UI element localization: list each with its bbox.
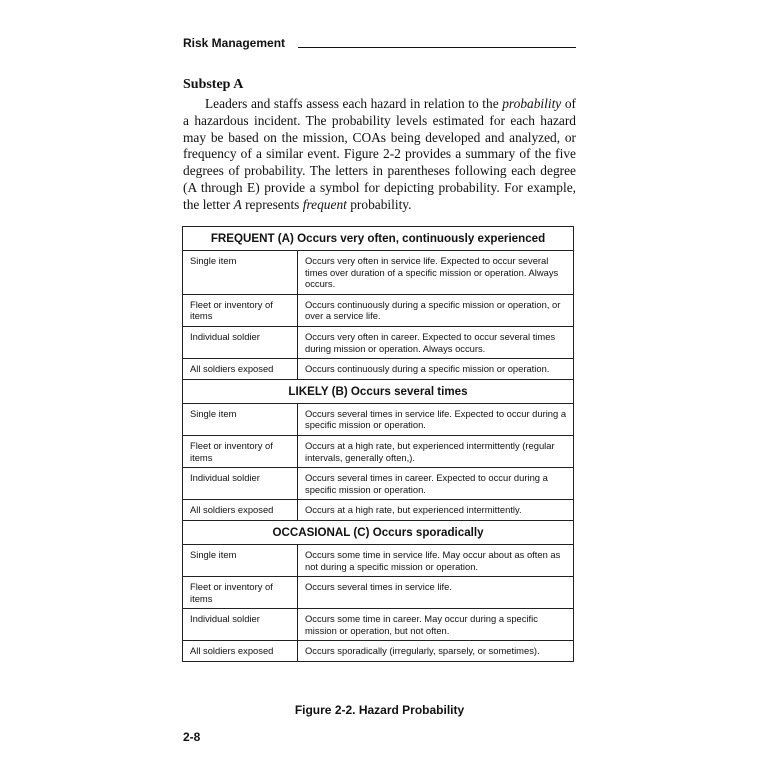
category-cell: Fleet or inventory of items xyxy=(183,294,298,326)
table-row xyxy=(183,641,574,662)
description-cell: Occurs at a high rate, but experienced intermittently. xyxy=(298,500,574,521)
running-header xyxy=(183,36,576,50)
hazard-probability-table xyxy=(182,226,574,662)
table-row xyxy=(183,326,574,358)
category-cell: Individual soldier xyxy=(183,609,298,641)
paragraph-text-2: of a hazardous incident. The probability levels estimated for each hazard may be based on the mission, COAs being developed and analyzed, or frequency of a similar event. Figure 2-2 provides a summary of the five degrees of probability. The letters in parentheses following each degree (A through E) provide a symbol for depicting probability. For example, the letter xyxy=(183,96,576,212)
table-row xyxy=(183,544,574,576)
section-row-occasional xyxy=(183,520,574,544)
table-row xyxy=(183,359,574,380)
section-row-frequent xyxy=(183,227,574,251)
table-row xyxy=(183,500,574,521)
paragraph-text-3: represents xyxy=(241,196,303,212)
category-cell: Single item xyxy=(183,544,298,576)
category-cell: Single item xyxy=(183,251,298,295)
description-cell: Occurs several times in service life. xyxy=(298,577,574,609)
description-cell: Occurs at a high rate, but experienced intermittently (regular intervals, generally often,). xyxy=(298,435,574,467)
table-row xyxy=(183,468,574,500)
paragraph-text-4: probability. xyxy=(346,196,412,212)
paragraph-emphasis-1: probability xyxy=(502,96,562,111)
page-number: 2-8 xyxy=(183,730,201,744)
description-cell: Occurs several times in career. Expected to occur during a specific mission or operation. xyxy=(298,468,574,500)
category-cell: Fleet or inventory of items xyxy=(183,577,298,609)
category-cell: All soldiers exposed xyxy=(183,500,298,521)
category-cell: All soldiers exposed xyxy=(183,641,298,662)
description-cell: Occurs several times in service life. Expected to occur during a specific mission or operation. xyxy=(298,403,574,435)
paragraph-emphasis-2: A xyxy=(233,196,242,212)
table-row xyxy=(183,609,574,641)
table-row xyxy=(183,435,574,467)
description-cell: Occurs very often in service life. Expected to occur several times over duration of a specific mission or operation. Always occurs. xyxy=(298,251,574,295)
description-cell: Occurs sporadically (irregularly, sparsely, or sometimes). xyxy=(298,641,574,662)
category-cell: Individual soldier xyxy=(183,326,298,358)
category-cell: All soldiers exposed xyxy=(183,359,298,380)
description-cell: Occurs some time in service life. May occur about as often as not during a specific mission or operation. xyxy=(298,544,574,576)
table-row xyxy=(183,403,574,435)
category-cell: Individual soldier xyxy=(183,468,298,500)
figure-caption: Figure 2-2. Hazard Probability xyxy=(294,703,465,717)
section-heading: Substep A xyxy=(183,77,244,92)
body-paragraph xyxy=(183,96,576,214)
description-cell: Occurs some time in career. May occur during a specific mission or operation, but not often. xyxy=(298,609,574,641)
table-row xyxy=(183,577,574,609)
table-row xyxy=(183,294,574,326)
paragraph-text-1: Leaders and staffs assess each hazard in relation to the xyxy=(205,96,503,111)
paragraph-emphasis-3: frequent xyxy=(302,196,347,212)
section-title-likely: LIKELY (B) Occurs several times xyxy=(183,379,574,403)
header-rule xyxy=(298,47,576,48)
table-row xyxy=(183,251,574,295)
category-cell: Single item xyxy=(183,403,298,435)
description-cell: Occurs continuously during a specific mission or operation, or over a service life. xyxy=(298,294,574,326)
category-cell: Fleet or inventory of items xyxy=(183,435,298,467)
header-title: Risk Management xyxy=(183,36,286,50)
description-cell: Occurs very often in career. Expected to occur several times during mission or operation. Always occurs. xyxy=(298,326,574,358)
description-cell: Occurs continuously during a specific mission or operation. xyxy=(298,359,574,380)
section-title-occasional: OCCASIONAL (C) Occurs sporadically xyxy=(183,520,574,544)
section-row-likely xyxy=(183,379,574,403)
section-title-frequent: FREQUENT (A) Occurs very often, continuously experienced xyxy=(183,227,574,251)
